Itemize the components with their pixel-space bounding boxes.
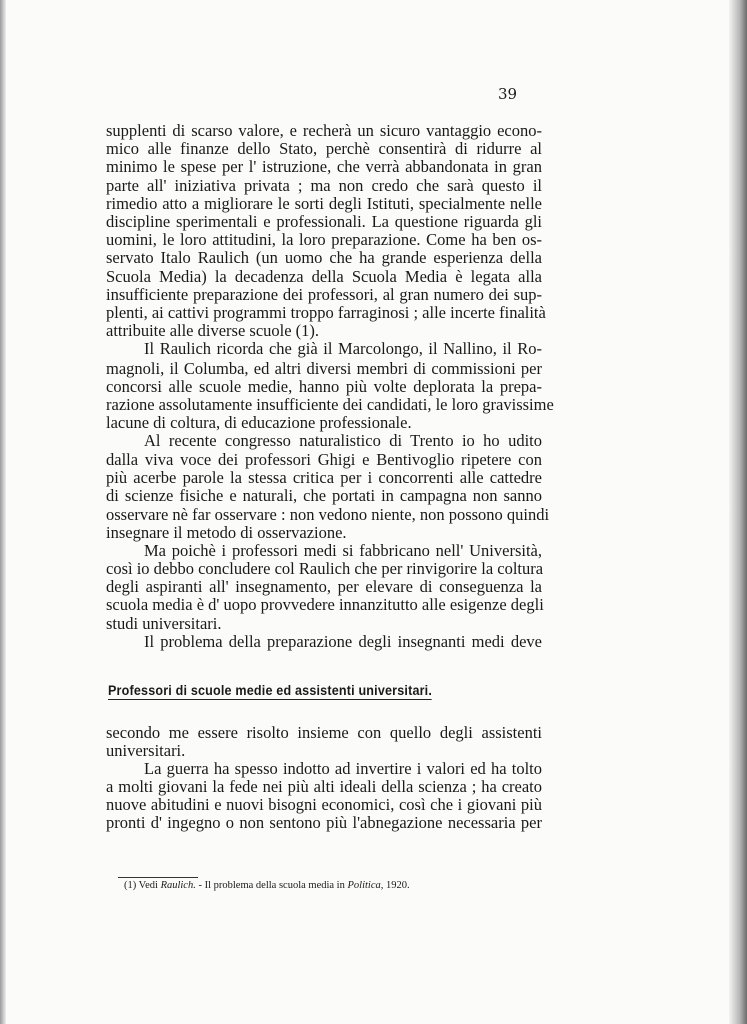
- text-line: mico alle finanze dello Stato, perchè consentirà di ridurre al: [106, 139, 542, 158]
- section-heading: Professori di scuole medie ed assistenti universitari.: [108, 683, 433, 698]
- text-line: nuove abitudini e nuovi bisogni economici, così che i giovani più: [106, 795, 542, 814]
- footnote-journal: Politica,: [347, 880, 384, 891]
- text-line: minimo le spese per l' istruzione, che verrà abbandonata in gran: [106, 157, 542, 176]
- text-line: degli aspiranti all' insegnamento, per elevare di conseguenza la: [106, 577, 542, 596]
- page-number: 39: [498, 85, 518, 103]
- text-line: secondo me essere risolto insieme con quello degli assistenti: [106, 723, 542, 742]
- text-line: parte all' iniziativa privata ; ma non credo che sarà questo il: [106, 176, 542, 195]
- text-line: concorsi alle scuole medie, hanno più volte deplorata la prepa-: [106, 377, 542, 396]
- text-line: lacune di coltura, di educazione professionale.: [106, 413, 412, 432]
- text-line: plenti, ai cattivi programmi troppo farraginosi ; alle incerte finalità: [106, 303, 546, 322]
- text-line: a molti giovani la fede nei più alti ideali della scienza ; ha creato: [106, 777, 542, 796]
- text-line: rimedio atto a migliorare le sorti degli Istituti, specialmente nelle: [106, 194, 542, 213]
- footnote-text: - Il problema della scuola media in: [195, 880, 348, 891]
- text-line: uomini, le loro attitudini, la loro preparazione. Come ha ben os-: [106, 230, 542, 249]
- text-line: Al recente congresso naturalistico di Trento io ho udito: [144, 431, 542, 450]
- text-line: supplenti di scarso valore, e recherà un sicuro vantaggio econo-: [106, 121, 542, 140]
- text-line: servato Italo Raulich (un uomo che ha grande esperienza della: [106, 248, 542, 267]
- text-line: più acerbe parole la stessa critica per i concorrenti alle cattedre: [106, 468, 542, 487]
- text-line: magnoli, il Columba, ed altri diversi membri di commissioni per: [106, 359, 542, 378]
- text-line: insufficiente preparazione dei professori, al gran numero dei sup-: [106, 285, 542, 304]
- text-line: razione assolutamente insufficiente dei candidati, le loro gravissime: [106, 395, 554, 414]
- scan-edge-right: [729, 0, 747, 1024]
- text-line: Il Raulich ricorda che già il Marcolongo, il Nallino, il Ro-: [144, 339, 542, 358]
- text-line: attribuite alle diverse scuole (1).: [106, 321, 320, 340]
- text-line: discipline sperimentali e professionali. La questione riguarda gli: [106, 212, 542, 231]
- footnote-author: Raulich.: [160, 880, 196, 891]
- text-line: Scuola Media) la decadenza della Scuola Media è legata alla: [106, 267, 542, 286]
- footnote-rule: [118, 877, 198, 878]
- text-line: Il problema della preparazione degli insegnanti medi deve: [144, 632, 542, 651]
- footnote-year: 1920.: [383, 880, 410, 891]
- text-line: osservare nè far osservare : non vedono niente, non possono quindi: [106, 505, 550, 524]
- text-line: pronti d' ingegno o non sentono più l'abnegazione necessaria per: [106, 813, 542, 832]
- text-line: insegnare il metodo di osservazione.: [106, 523, 347, 542]
- text-line: studi universitari.: [106, 614, 222, 633]
- text-line: scuola media è d' uopo provvedere innanzitutto alle esigenze degli: [106, 595, 544, 614]
- text-line: dalla viva voce dei professori Ghigi e Bentivoglio ripetere con: [106, 450, 542, 469]
- footnote: [124, 880, 410, 891]
- text-line: così io debbo concludere col Raulich che per rinvigorire la coltura: [106, 559, 544, 578]
- text-line: La guerra ha spesso indotto ad invertire i valori ed ha tolto: [144, 759, 542, 778]
- scan-edge-left: [0, 0, 6, 1024]
- text-line: di scienze fisiche e naturali, che portati in campagna non sanno: [106, 486, 542, 505]
- footnote-marker: (1) Vedi: [124, 880, 158, 891]
- text-line: Ma poichè i professori medi si fabbricano nell' Università,: [144, 541, 542, 560]
- text-line: universitari.: [106, 741, 186, 760]
